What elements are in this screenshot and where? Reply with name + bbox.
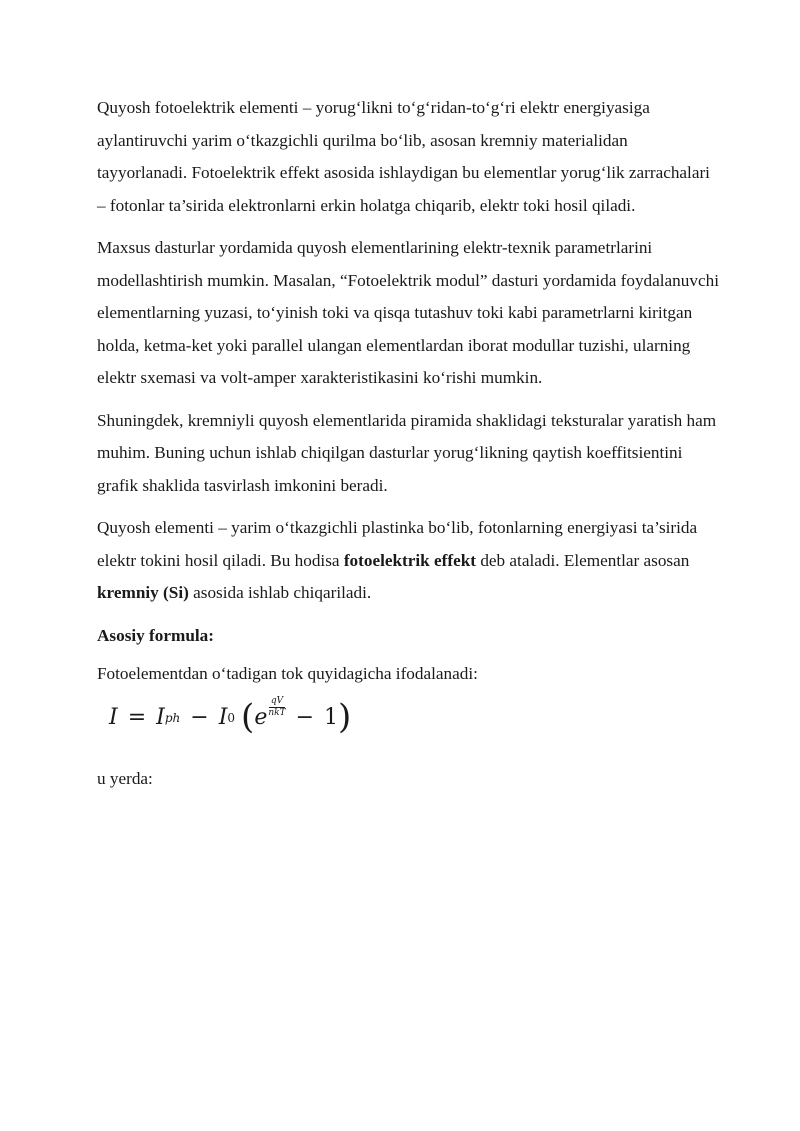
formula-photocurrent: I: [156, 705, 165, 730]
definition-text-3: asosida ishlab chiqariladi.: [188, 583, 372, 602]
formula-saturation-current: I: [218, 705, 228, 730]
formula-minus: −: [190, 705, 209, 730]
term-silicon: kremniy (Si): [97, 583, 189, 602]
formula-saturation-sub: 0: [227, 710, 236, 725]
paragraph-software: Maxsus dasturlar yordamida quyosh elementlarining elektr-texnik parametrlarini modellashtirish mumkin. Masalan, “Fotoelektrik modul” dasturi yordamida foydalanuvchi elementlarning yuzasi, to‘yinish toki va qisqa tutashuv toki kabi parametrlarni kiritgan holda, ketma-ket yoki parallel ulangan elementlardan iborat modullar tuzishi, ularning elektr sxemasi va volt-amper xarakteristikasini ko‘rishi mumkin.: [97, 238, 719, 387]
section-heading: Asosiy formula:: [97, 625, 214, 645]
formula-exp-base: e: [254, 705, 268, 730]
term-photoelectric-effect: fotoelektrik effekt: [343, 550, 477, 570]
formula-minus-2: −: [295, 705, 315, 730]
formula-photocurrent-sub: ph: [164, 710, 181, 725]
definition-text-1: Quyosh elementi – yarim o‘tkazgichli plastinka bo‘lib, fotonlarning energiyasi ta’sirida elektr tokini hosil qiladi. Bu hodisa: [97, 518, 698, 570]
formula-close-paren: ): [338, 696, 352, 737]
current-formula: [109, 695, 720, 741]
formula-exponent: [268, 697, 285, 718]
where-label: u yerda:: [97, 768, 153, 788]
formula-one: 1: [324, 705, 339, 730]
formula-intro: Fotoelementdan o‘tadigan tok quyidagicha ifodalanadi:: [97, 664, 478, 683]
paragraph-definition: [97, 512, 720, 610]
formula-exp-numerator: qV: [270, 696, 284, 706]
formula-lhs: I: [109, 705, 118, 730]
formula-equals: =: [127, 705, 147, 730]
formula-open-paren: (: [241, 696, 255, 737]
paragraph-intro: Quyosh fotoelektrik elementi – yorug‘likni to‘g‘ridan-to‘g‘ri elektr energiyasiga aylantiruvchi yarim o‘tkazgichli qurilma bo‘lib, asosan kremniy materialidan tayyorlanadi. Fotoelektrik effekt asosida ishlaydigan bu elementlar yorug‘lik zarrachalari – fotonlar ta’sirida elektronlarni erkin holatga chiqarib, elektr toki hosil qiladi.: [97, 98, 710, 215]
definition-text-2: deb ataladi. Elementlar asosan: [476, 550, 690, 570]
paragraph-texture: Shuningdek, kremniyli quyosh elementlarida piramida shaklidagi teksturalar yaratish ham muhim. Buning uchun ishlab chiqilgan dasturlar yorug‘likning qaytish koeffitsientini grafik shaklida tasvirlash imkonini beradi.: [97, 410, 717, 495]
formula-exp-denominator: nkT: [268, 708, 286, 718]
